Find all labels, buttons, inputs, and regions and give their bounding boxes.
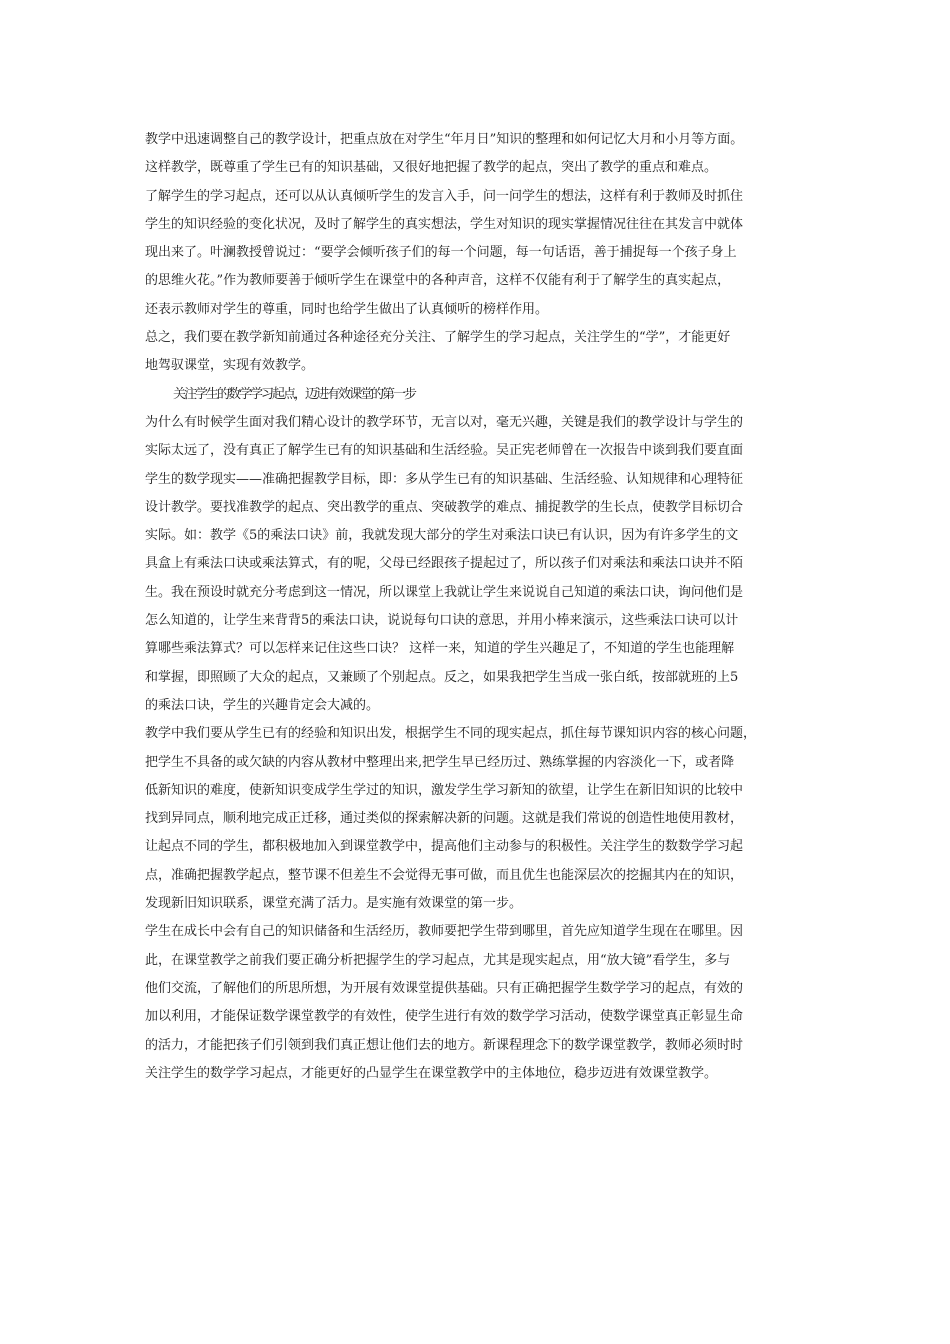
- text-line: 实际。如：教学《5的乘法口诀》前，我就发现大部分的学生对乘法口诀已有认识，因为有许多学生的文: [145, 528, 739, 544]
- text-line: 找到异同点，顺利地完成正迁移，通过类似的探索解决新的问题。这就是我们常说的创造性地使用教材，: [145, 811, 744, 827]
- text-line: 了解学生的学习起点，还可以从认真倾听学生的发言入手，问一问学生的想法，这样有利于教师及时抓住: [145, 188, 744, 204]
- text-line: 发现新旧知识联系，课堂充满了活力。是实施有效课堂的第一步。: [145, 896, 523, 912]
- text-line: 的乘法口诀，学生的兴趣肯定会大减的。: [145, 697, 380, 713]
- text-line: 教学中我们要从学生已有的经验和知识出发，根据学生不同的现实起点，抓住每节课知识内容的核心问题，: [145, 726, 757, 742]
- text-line: 学生在成长中会有自己的知识储备和生活经历，教师要把学生带到哪里，首先应知道学生现在在哪里。因: [145, 924, 744, 940]
- text-line: 算哪些乘法算式？可以怎样来记住这些口诀？ 这样一来，知道的学生兴趣足了，不知道的学生也能理解: [145, 641, 735, 657]
- text-line: 为什么有时候学生面对我们精心设计的教学环节，无言以对，毫无兴趣，关键是我们的教学设计与学生的: [145, 414, 744, 430]
- text-line: 的活力，才能把孩子们引领到我们真正想让他们去的地方。新课程理念下的数学课堂教学，教师必须时时: [145, 1037, 744, 1053]
- text-line: 怎么知道的，让学生来背背5的乘法口诀，说说每句口诀的意思，并用小棒来演示，这些乘法口诀可以计: [145, 613, 739, 629]
- text-line: 教学中迅速调整自己的教学设计，把重点放在对学生“年月日”知识的整理和如何记忆大月和小月等方面。: [145, 132, 744, 147]
- text-line: 现出来了。叶澜教授曾说过：“要学会倾听孩子们的每一个问题，每一句话语，善于捕捉每一个孩子身上: [145, 245, 737, 261]
- text-line: 和掌握，即照顾了大众的起点，又兼顾了个别起点。反之，如果我把学生当成一张白纸，按部就班的上5: [145, 669, 739, 685]
- text-line: 学生的数学现实——准确把握教学目标，即：多从学生已有的知识基础、生活经验、认知规律和心理特征: [145, 471, 744, 487]
- section-heading: 关注学生的数学学习起点，迈进有效课堂的第一步: [173, 386, 416, 402]
- text-line: 还表示教师对学生的尊重，同时也给学生做出了认真倾听的榜样作用。: [145, 301, 549, 317]
- text-line: 此，在课堂教学之前我们要正确分析把握学生的学习起点，尤其是现实起点，用“放大镜”看学生，多与: [145, 952, 731, 968]
- body-text: [145, 126, 815, 1088]
- text-line: 他们交流，了解他们的所思所想，为开展有效课堂提供基础。只有正确把握学生数学学习的起点，有效的: [145, 980, 744, 996]
- text-line: 这样教学，既尊重了学生已有的知识基础，又很好地把握了教学的起点，突出了教学的重点和难点。: [145, 160, 718, 176]
- text-line: 让起点不同的学生，都积极地加入到课堂教学中，提高他们主动参与的积极性。关注学生的数数学学习起: [145, 839, 744, 855]
- text-line: 生。我在预设时就充分考虑到这一情况，所以课堂上我就让学生来说说自己知道的乘法口诀，询问他们是: [145, 584, 744, 600]
- text-line: 把学生不具备的或欠缺的内容从教材中整理出来,把学生早已经历过、熟练掌握的内容淡化一下，或者降: [145, 754, 735, 770]
- text-line: 学生的知识经验的变化状况，及时了解学生的真实想法，学生对知识的现实掌握情况往往在其发言中就体: [145, 216, 744, 232]
- text-line: 点，准确把握教学起点，整节课不但差生不会觉得无事可做，而且优生也能深层次的挖掘其内在的知识，: [145, 867, 744, 883]
- text-line: 的思维火花。”作为教师要善于倾听学生在课堂中的各种声音，这样不仅能有利于了解学生的真实起点，: [145, 273, 731, 289]
- text-line: 低新知识的难度，使新知识变成学生学过的知识，激发学生学习新知的欲望，让学生在新旧知识的比较中: [145, 782, 744, 798]
- text-line: 关注学生的数学学习起点，才能更好的凸显学生在课堂教学中的主体地位，稳步迈进有效课堂教学。: [145, 1065, 718, 1081]
- text-line: 实际太远了，没有真正了解学生已有的知识基础和生活经验。吴正宪老师曾在一次报告中谈到我们要直面: [145, 443, 744, 459]
- text-line: 设计教学。要找准教学的起点、突出教学的重点、突破教学的难点、捕捉教学的生长点，使教学目标切合: [145, 499, 744, 515]
- text-line: 具盒上有乘法口诀或乘法算式，有的呢，父母已经跟孩子提起过了，所以孩子们对乘法和乘法口诀并不陌: [145, 556, 744, 572]
- text-line: 总之，我们要在教学新知前通过各种途径充分关注、了解学生的学习起点，关注学生的“学”，才能更好: [145, 330, 731, 346]
- text-line: 加以利用，才能保证数学课堂教学的有效性，使学生进行有效的数学学习活动，使数学课堂真正彰显生命: [145, 1009, 744, 1025]
- text-line: 地驾驭课堂，实现有效教学。: [145, 358, 315, 374]
